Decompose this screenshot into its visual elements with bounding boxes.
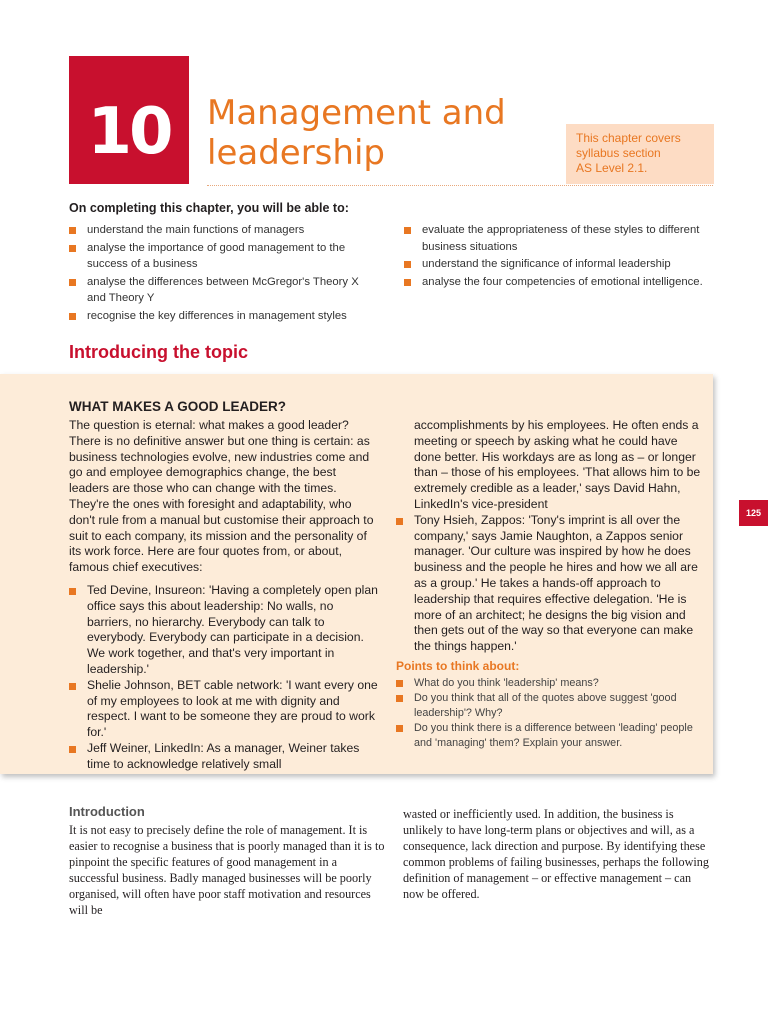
syllabus-line1: This chapter covers	[576, 131, 681, 145]
quote-item: Ted Devine, Insureon: 'Having a completely open plan office says this about leadership: No walls, no barriers, no hierarchy. Everybody can talk to everybody. Everybody can participate in a decision. We work together, and that's very important in leadership.'	[69, 583, 379, 678]
quote-continuation: accomplishments by his employees. He often ends a meeting or speech by asking what he could have done better. His workdays are as long as – or longer than – those of his employees. 'That allows him to be extremely credible as a leader,' says David Hahn, LinkedIn's vice-president	[414, 418, 701, 511]
objective-item: analyse the importance of good management to the success of a business	[69, 240, 369, 273]
point-item: Do you think that all of the quotes above suggest 'good leadership'? Why?	[396, 691, 706, 720]
chapter-number: 10	[87, 95, 171, 169]
points-list	[396, 676, 706, 751]
chapter-title-line1: Management and	[207, 93, 506, 133]
feature-box-heading: WHAT MAKES A GOOD LEADER?	[69, 399, 286, 414]
quote-item: Jeff Weiner, LinkedIn: As a manager, Weiner takes time to acknowledge relatively small	[69, 741, 379, 773]
introduction-text-left: It is not easy to precisely define the role of management. It is easier to recognise a business that is poorly managed than it is to pinpoint the specific features of good management in a successful business. Badly managed businesses will be poorly organised, will often have poor staff motivation and resources will be	[69, 823, 385, 917]
page-number-tab: 125	[739, 500, 768, 526]
syllabus-box	[566, 124, 714, 184]
quote-item: Tony Hsieh, Zappos: 'Tony's imprint is all over the company,' says Jamie Naughton, a Zappos senior manager. 'Our culture was inspired by how he does business and the people he hires and how we all are as a group.' He takes a hands-off approach to leadership that requires effective delegation. 'He is more of an architect; he designs the big vision and then gets out of the way so that everyone can make the things happen.'	[396, 513, 706, 655]
objective-item: analyse the differences between McGregor's Theory X and Theory Y	[69, 274, 369, 307]
points-heading: Points to think about:	[396, 658, 520, 673]
objective-item: understand the significance of informal leadership	[404, 256, 720, 273]
introducing-topic-heading: Introducing the topic	[69, 342, 248, 362]
point-item: Do you think there is a difference between 'leading' people and 'managing' them? Explain your answer.	[396, 721, 706, 750]
quotes-list-left	[69, 583, 379, 773]
chapter-title-line2: leadership	[207, 133, 385, 173]
objectives-list-left	[69, 222, 369, 325]
objective-item: evaluate the appropriateness of these styles to different business situations	[404, 222, 720, 255]
feature-column-left	[69, 418, 379, 773]
objective-item: analyse the four competencies of emotional intelligence.	[404, 274, 720, 291]
chapter-title	[207, 93, 506, 173]
objective-item: understand the main functions of managers	[69, 222, 369, 239]
quotes-list-right	[396, 513, 706, 655]
title-divider	[207, 185, 713, 186]
introduction-text-right: wasted or inefficiently used. In addition, the business is unlikely to have long-term plans or objectives and will, as a consequence, lack direction and purpose. By identifying these common problems of failing businesses, perhaps the following definition of management – or effective management – can now be offered.	[403, 807, 709, 901]
point-item: What do you think 'leadership' means?	[396, 676, 706, 691]
feature-column-right	[396, 418, 706, 751]
introduction-heading: Introduction	[69, 804, 145, 819]
syllabus-line3: AS Level 2.1.	[576, 161, 648, 175]
quote-item: Shelie Johnson, BET cable network: 'I want every one of my employees to look at me with dignity and respect. I want to be someone they are proud to work for.'	[69, 678, 379, 741]
feature-intro-paragraph: The question is eternal: what makes a good leader? There is no definitive answer but one thing is certain: as business technologies evolve, new industries come and go and employee demographics change, the best leaders are those who can change with the times. They're the ones with foresight and adaptability, who don't rule from a manual but customise their approach to suit to each company, its mission and the personality of its work force. Here are four quotes from, or about, famous chief executives:	[69, 418, 374, 575]
syllabus-line2: syllabus section	[576, 146, 661, 160]
objectives-list-right	[404, 222, 720, 291]
objective-item: recognise the key differences in management styles	[69, 308, 369, 325]
chapter-number-box	[69, 56, 189, 184]
objectives-heading: On completing this chapter, you will be able to:	[69, 201, 349, 215]
